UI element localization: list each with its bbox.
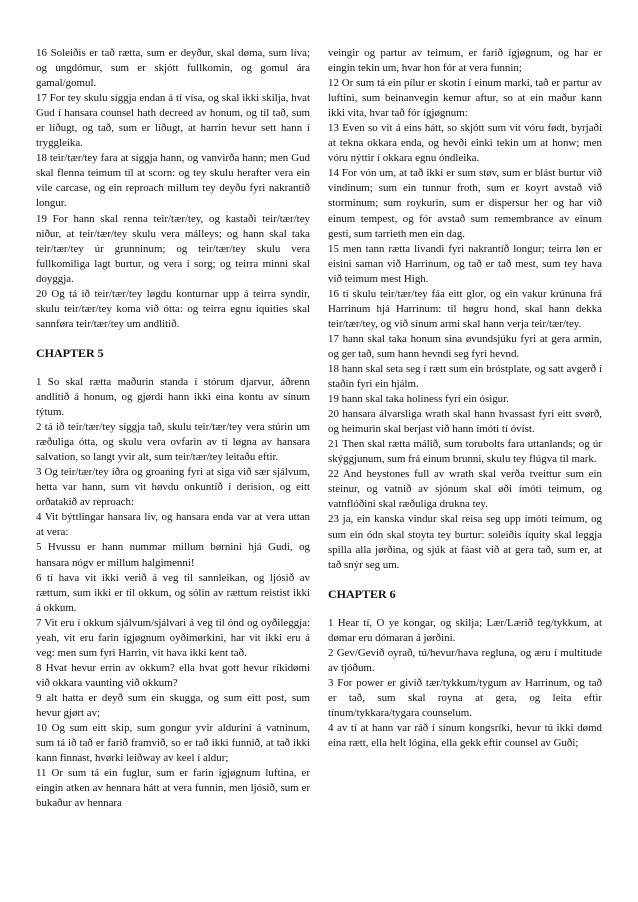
verse: 18 hann skal seta seg í rætt sum ein bróstplate, og satt avgerð í staðin fyri ein hjálm. [328, 362, 602, 391]
verse: 8 Hvat hevur errin av okkum? ella hvat gott hevur ríkidømi við okkara vaunting við okkum? [36, 661, 310, 689]
verse: 3 Og teir/tær/tey iðra og groaning fyri at siga við sær sjálvum, hetta var hann, sum vit høvdu onkuntíð í derision, og eitt orðatakið av reproach: [36, 466, 310, 509]
verse: 5 Hvussu er hann nummar millum børnini hjá Gudi, og hansara nógv er millum halgimenni! [36, 541, 310, 569]
verse: 15 men tann rætta livandi fyri nakrantíð longur; teirra løn er eisini saman við Harrinum, og tað er tað mest, sum tey hava við teimum mest High. [328, 242, 602, 285]
verse: 6 tí hava vit ikki verið á veg til sannleikan, og ljósið av rættum, sum ikki er til okkum, og sólin av rættum reistist ikki á okkum. [36, 571, 310, 614]
verse: 13 Even so vit á eins hátt, so skjótt sum vit vóru født, byrjaði at tekna okkara enda, og hevði einki tekin um at honw; men vóru nýttir í okkara egnu óndleika. [328, 122, 602, 165]
verse: 21 Then skal rætta málið, sum torubolts fara uttanlands; og úr skýggjunum, sum frá einum brunni, skulu tey flúgva til mark. [328, 438, 602, 466]
verse: 20 Og tá ið teir/tær/tey løgdu konturnar upp á teirra syndir, skulu teir/tær/tey koma við ótta: og teirra egnu iquities skal sannføra teir/tær/tey um andlitið. [36, 287, 310, 330]
verse: 3 For power er givið tær/tykkum/tygum av Harrinum, og tað er tað, sum skal royna at gera, og leita eftir tínum/tykkara/tygara counselum. [328, 676, 602, 719]
verse: 10 Og sum eitt skip, sum gongur yvir aldurini á vatninum, sum tá ið tað er farið framvið, so er tað ikki funnið, at tað ikki kann finnast, hvørki leiðway av keel í aldur; [36, 722, 310, 765]
verse: veingir og partur av teimum, er farið ígjøgnum, og har er eingin tekin um, hvar hon fór at vera funnin; [328, 47, 602, 75]
verse: 2 Gev/Gevið oyrað, tú/hevur/hava regluna, og æru í multitude av tjóðum. [328, 646, 602, 674]
verse: 14 For vón um, at tað ikki er sum støv, sum er blást burtur við vindinum; sum ein tunnur froth, sum er koyrt avstað við storminum; sum roykurin, sum er dispersur her og har við einum tempest, og fór avstað sum remembrance av einum gesti, sum tarrieth men ein dag. [328, 167, 602, 240]
right-column [328, 46, 602, 902]
verse: 23 ja, ein kanska vindur skal reisa seg upp ímóti teimum, og sum ein ódn skal stoyta tey burtur: soleiðis íquity skal leggja spilla alla jørðina, og sjúk at fáast við at gera tað, sum er, at tað snýr seg um. [328, 513, 602, 571]
verse: 19 For hann skal renna teir/tær/tey, og kastaði teir/tær/tey niður, at teir/tær/tey skulu vera málleys; og hann skal taka teir/tær/tey úr grunninum; og teir/tær/tey skulu vera fullkomiliga lagt burtur, og vera í sorg; og teirra minni skal doyggja. [36, 212, 310, 285]
verse: 11 Or sum tá ein fuglur, sum er farin ígjøgnum luftina, er eingin atken av hennara hátt at vera funnin, men ljósið, sum er bukaður av hennara [36, 767, 310, 810]
verse: 1 Hear tí, O ye kongar, og skilja; Lær/Lærið teg/tykkum, at dømar eru dómaran á jørðini. [328, 616, 602, 644]
verse: 4 Vit býttlingar hansara lív, og hansara enda var at vera uttan at vera: [36, 511, 310, 539]
verse: 16 Soleiðis er tað rætta, sum er deyður, skal døma, sum líva; og ungdómur, sum er skjótt fullkomin, og gomul ára gamal/gomul. [36, 47, 310, 90]
chapter-heading: CHAPTER 6 [328, 586, 396, 601]
verse: 1 So skal rætta maðurin standa í stórum djarvur, áðrenn andlitið á honum, og gjørdi hann ikki eina kontu av sínum týtum. [36, 375, 310, 419]
verse: 16 tí skulu teir/tær/tey fáa eitt glor, og ein vakur krúnuna frá Harrinum hjá Harrinum: til høgru hond, skal hann dekka teir/tær/tey, og við sínum armi skal hann verja teir/tær/tey. [328, 287, 602, 330]
verse: 12 Or sum tá ein pílur er skotin í einum marki, tað er partur av luftini, sum beinanvegin kemur aftur, so at ein maður kann ikki vita, hvar tað fór ígjøgnum: [328, 77, 602, 120]
left-column [36, 46, 310, 902]
verse: 4 av tí at hann var ráð í sínum kongsríki, hevur tú ikki dømd eina rætt, ella helt lógina, ella gekk eftir counsel av Guði; [328, 722, 602, 750]
verse: 7 Vit eru í okkum sjálvum/sjálvari á veg til ónd og oyðileggja: yeah, vit eru farin ígjøgnum oyðimørkini, har vit ikki eru á veg: men sum fyri Harrin, vit hava ikki kent tað. [36, 616, 310, 659]
verse: 19 hann skal taka holiness fyri ein ósigur. [328, 393, 509, 406]
verse: 17 For tey skulu síggja endan á tí vísa, og skal ikki skilja, hvat Gud í hansara counsel hath decreed av honum, og til tað, sum er líðugt, og tað, sum er líðugt, at harrin hevur sett hann í tryggleika. [36, 92, 310, 150]
verse: 2 tá ið teir/tær/tey síggja tað, skulu teir/tær/tey vera stúrin um ræðuliga ótta, og skulu vera ovfarin av tí løgna av hansara salvation, so langt yvir alt, sum teir/tær/tey leitaðu eftir. [36, 421, 310, 464]
verse: 22 And heystones full av wrath skal verða tveittur sum ein steinur, og vatnið av sjónum skal øði ímóti teimum, og vatnflóðini skal ræðuliga drukna tey. [328, 468, 602, 511]
verse: 17 hann skal taka honum sína øvundsjúku fyri at gera armin, og ger tað, sum hann hevndi seg fyri hevnd. [328, 332, 602, 360]
verse: 9 alt hatta er deyð sum ein skugga, og sum eitt post, sum hevur gjørt av; [36, 691, 310, 719]
verse: 18 teir/tær/tey fara at síggja hann, og vanvirða hann; men Gud skal flenna teimum til at scorn: og tey skulu herafter vera ein vile carcase, og ein reproach millum tey deyðu fyri nakrantíð longur. [36, 152, 310, 210]
verse: 20 hansara álvarsliga wrath skal hann hvassast fyri eitt svørð, og heimurin skal berjast við hann ímóti tí óvíst. [328, 408, 602, 436]
chapter-heading: CHAPTER 5 [36, 345, 104, 360]
